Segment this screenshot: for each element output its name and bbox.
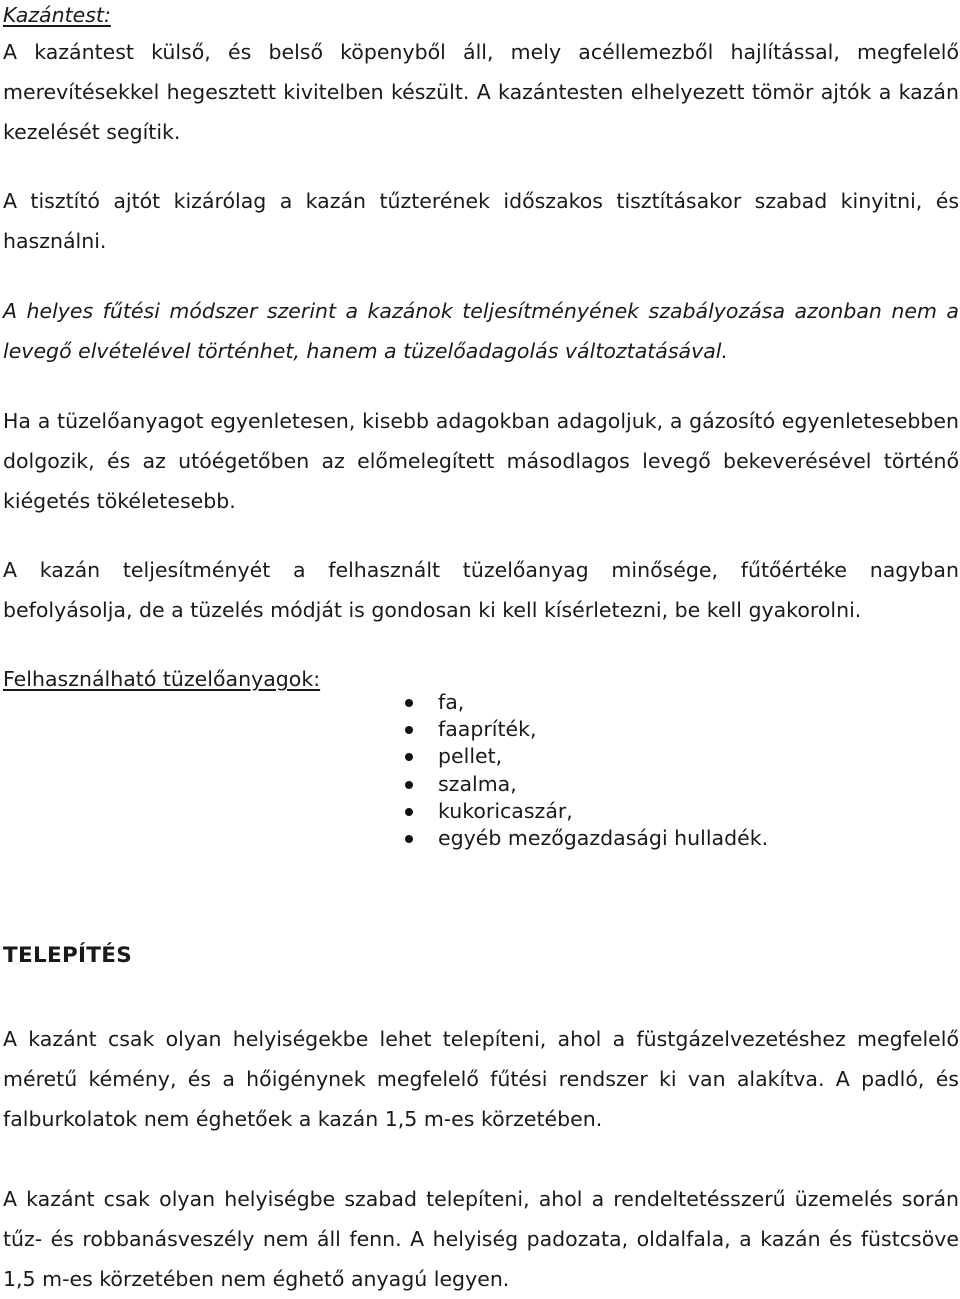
bullet-icon — [405, 781, 413, 789]
paragraph-kazantest-construction: A kazántest külső, és belső köpenyből áll, mely acéllemezből hajlítással, megfelelő merevítésekkel hegesztett kivitelben készült. A kazántesten elhelyezett tömör ajtók a kazán kezelését segítik. — [3, 40, 959, 144]
fuel-list — [399, 689, 768, 852]
list-item-label: kukoricaszár, — [438, 798, 573, 823]
paragraph-heating-method: A helyes fűtési módszer szerint a kazánok teljesítményének szabályozása azonban nem a levegő elvételével történhet, hanem a tüzelőadagolás változtatásával. — [3, 299, 959, 363]
section-title-telepites: TELEPÍTÉS — [3, 943, 133, 968]
paragraph-installation-rooms: A kazánt csak olyan helyiségekbe lehet telepíteni, ahol a füstgázelvezetéshez megfelelő méretű kémény, és a hőigénynek megfelelő fűtési rendszer ki van alakítva. A padló, és falburkolatok nem éghetőek a kazán 1,5 m-es körzetében. — [3, 1027, 959, 1131]
list-item-label: pellet, — [438, 744, 503, 769]
section-heading-kazantest: Kazántest: — [3, 3, 111, 27]
list-item — [399, 716, 768, 743]
bullet-icon — [405, 726, 413, 734]
bullet-icon — [405, 699, 413, 707]
paragraph-installation-safety: A kazánt csak olyan helyiségbe szabad telepíteni, ahol a rendeltetésszerű üzemelés során tűz- és robbanásveszély nem áll fenn. A helyiség padozata, oldalfala, a kazán és füstcsöve 1,5 m-es körzetében nem éghető anyagú legyen. — [3, 1187, 959, 1291]
list-item — [399, 743, 768, 770]
bullet-icon — [405, 753, 413, 761]
paragraph-boiler-performance: A kazán teljesítményét a felhasznált tüzelőanyag minősége, fűtőértéke nagyban befolyásolja, de a tüzelés módját is gondosan ki kell kísérletezni, be kell gyakorolni. — [3, 558, 959, 622]
section-heading-fuels: Felhasználható tüzelőanyagok: — [3, 667, 321, 691]
paragraph-cleaning-door: A tisztító ajtót kizárólag a kazán tűzterének időszakos tisztításakor szabad kinyitni, és használni. — [3, 189, 959, 253]
list-item-label: egyéb mezőgazdasági hulladék. — [438, 825, 769, 850]
list-item — [399, 798, 768, 825]
bullet-icon — [405, 835, 413, 843]
list-item — [399, 689, 768, 716]
list-item-label: faapríték, — [438, 717, 537, 742]
paragraph-fuel-feeding: Ha a tüzelőanyagot egyenletesen, kisebb adagokban adagoljuk, a gázosító egyenletesebben dolgozik, és az utóégetőben az előmelegített másodlagos levegő bekeverésével történő kiégetés tökéletesebb. — [3, 409, 959, 513]
list-item-label: fa, — [438, 690, 465, 714]
list-item — [399, 771, 768, 798]
list-item-label: szalma, — [438, 771, 517, 796]
bullet-icon — [405, 808, 413, 816]
list-item — [399, 825, 768, 852]
